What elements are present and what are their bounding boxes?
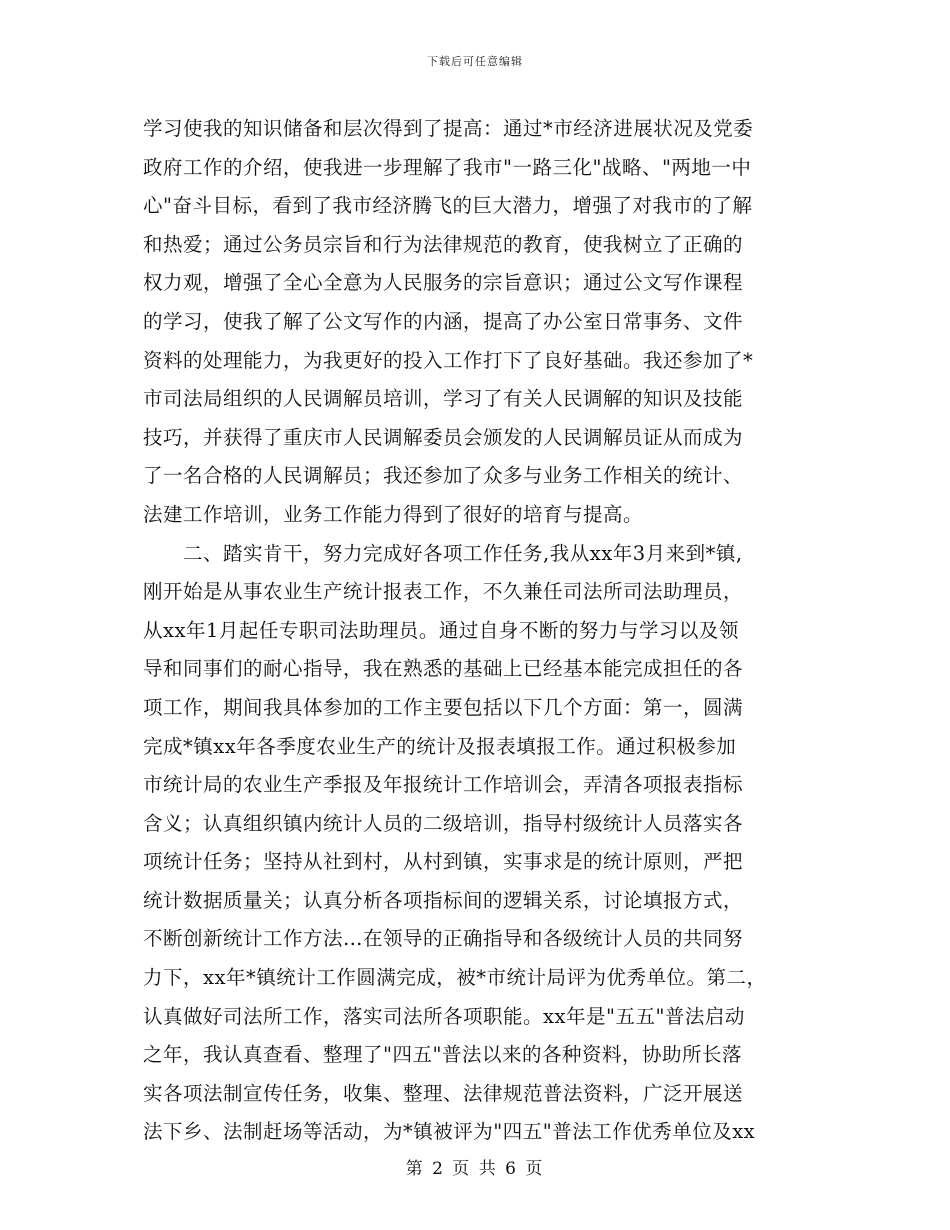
text-line: 了一名合格的人民调解员；我还参加了众多与业务工作相关的统计、 [143, 464, 744, 488]
text-line: 认真做好司法所工作，落实司法所各项职能。xx年是"五五"普法启动 [143, 1004, 745, 1028]
text-line: 法建工作培训，业务工作能力得到了很好的培育与提高。 [143, 502, 644, 526]
text-line: 心"奋斗目标，看到了我市经济腾飞的巨大潜力，增强了对我市的了解 [143, 194, 753, 218]
text-line: 和热爱；通过公务员宗旨和行为法律规范的教育，使我树立了正确的 [143, 232, 744, 256]
text-line: 从xx年1月起任专职司法助理员。通过自身不断的努力与学习以及领 [143, 618, 739, 642]
text-line: 二、踏实肯干，努力完成好各项工作任务,我从xx年3月来到*镇, [143, 541, 743, 565]
text-line: 项工作，期间我具体参加的工作主要包括以下几个方面：第一，圆满 [143, 695, 744, 719]
text-line: 不断创新统计工作方法…在领导的正确指导和各级统计人员的共同努 [143, 927, 744, 951]
text-line: 统计数据质量关；认真分析各项指标间的逻辑关系，讨论填报方式， [143, 888, 744, 912]
text-line: 之年，我认真查看、整理了"四五"普法以来的各种资料，协助所长落 [143, 1043, 742, 1067]
text-line: 市统计局的农业生产季报及年报统计工作培训会，弄清各项报表指标 [143, 773, 744, 797]
text-line: 政府工作的介绍，使我进一步理解了我市"一路三化"战略、"两地一中 [143, 155, 752, 179]
text-line: 刚开始是从事农业生产统计报表工作，不久兼任司法所司法助理员， [143, 580, 744, 604]
text-line: 的学习，使我了解了公文写作的内涵，提高了办公室日常事务、文件 [143, 309, 744, 333]
document-body [143, 110, 823, 1152]
text-line: 项统计任务；坚持从社到村，从村到镇，实事求是的统计原则，严把 [143, 850, 744, 874]
text-line: 技巧，并获得了重庆市人民调解委员会颁发的人民调解员证从而成为 [143, 425, 744, 449]
text-line: 完成*镇xx年各季度农业生产的统计及报表填报工作。通过积极参加 [143, 734, 737, 758]
text-line: 学习使我的知识储备和层次得到了提高：通过*市经济进展状况及党委 [143, 117, 754, 140]
text-line: 权力观，增强了全心全意为人民服务的宗旨意识；通过公文写作课程 [143, 271, 744, 295]
text-line: 实各项法制宣传任务，收集、整理、法律规范普法资料，广泛开展送 [143, 1081, 744, 1105]
page-footer: 第 2 页 共 6 页 [405, 1159, 545, 1179]
text-line: 市司法局组织的人民调解员培训，学习了有关人民调解的知识及技能 [143, 387, 744, 411]
text-line: 力下，xx年*镇统计工作圆满完成，被*市统计局评为优秀单位。第二， [143, 966, 767, 990]
text-line: 导和同事们的耐心指导，我在熟悉的基础上已经基本能完成担任的各 [143, 657, 744, 681]
text-line: 含义；认真组织镇内统计人员的二级培训，指导村级统计人员落实各 [143, 811, 744, 835]
text-line: 法下乡、法制赶场等活动，为*镇被评为"四五"普法工作优秀单位及xx [143, 1120, 756, 1144]
page-header: 下载后可任意编辑 [427, 55, 523, 68]
text-line: 资料的处理能力，为我更好的投入工作打下了良好基础。我还参加了* [143, 348, 754, 372]
